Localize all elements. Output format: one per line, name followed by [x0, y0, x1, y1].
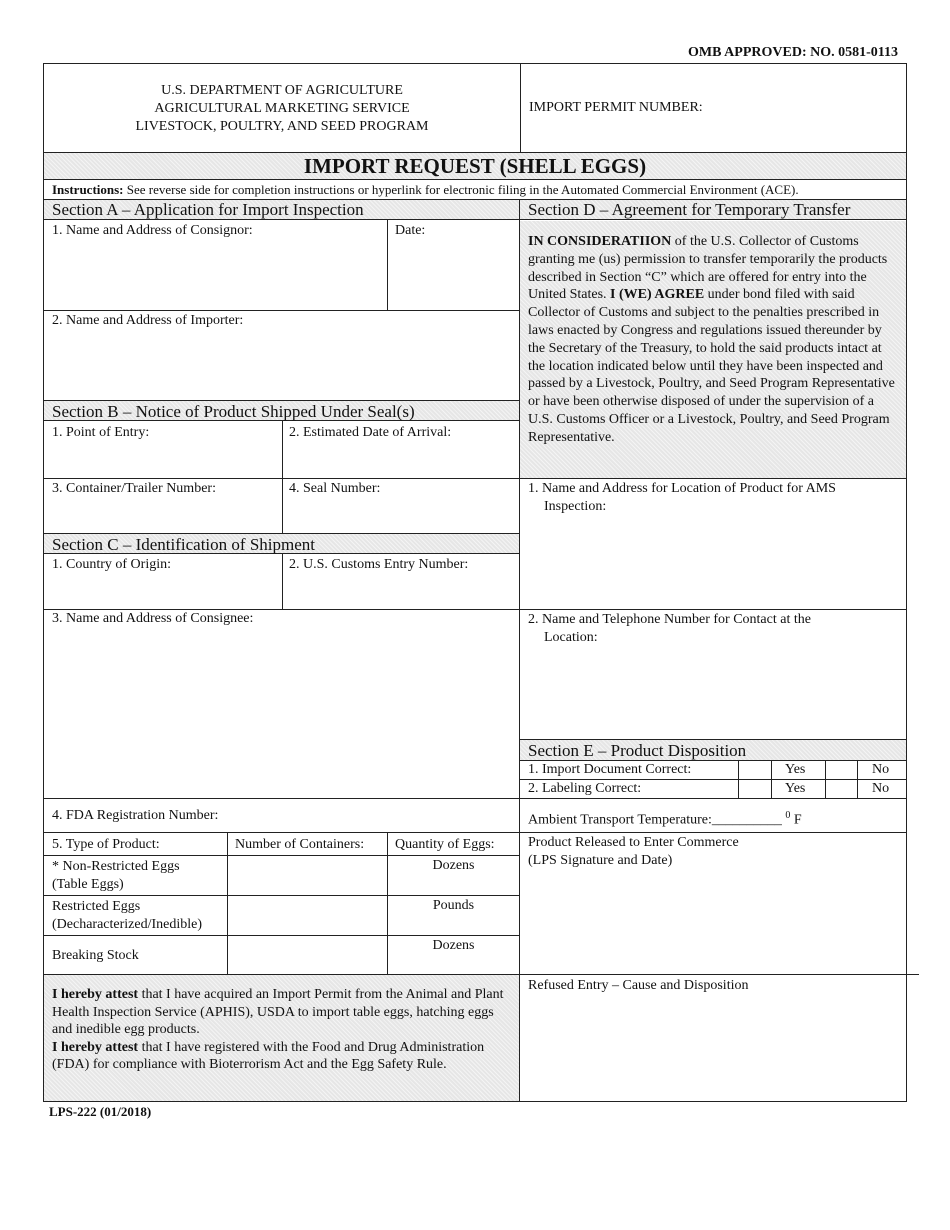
omb-approval-number: OMB APPROVED: NO. 0581-0113: [688, 45, 898, 60]
instructions-label: Instructions:: [52, 182, 124, 197]
consignor-label: 1. Name and Address of Consignor:: [52, 223, 253, 238]
consignor-field[interactable]: [44, 238, 387, 308]
contact-label-line-2: Location:: [544, 630, 598, 645]
released-label-line-1: Product Released to Enter Commerce: [528, 835, 739, 850]
date-field[interactable]: [388, 238, 518, 308]
location-label-line-1: 1. Name and Address for Location of Product for AMS: [528, 481, 836, 496]
contact-field[interactable]: [520, 648, 906, 738]
section-c-heading: Section C – Identification of Shipment: [44, 533, 519, 554]
product-name: Breaking Stock: [52, 948, 139, 963]
consignee-field[interactable]: [44, 630, 518, 796]
released-signature-field[interactable]: [520, 872, 906, 972]
labeling-yes-checkbox[interactable]: [739, 781, 770, 797]
form-number: LPS-222 (01/2018): [49, 1104, 152, 1119]
container-trailer-field[interactable]: [44, 498, 281, 531]
import-doc-yes-label: Yes: [785, 762, 806, 777]
non-restricted-unit: Dozens: [432, 858, 475, 873]
section-b-heading: Section B – Notice of Product Shipped Under Seal(s): [44, 400, 519, 421]
labeling-correct-label: 2. Labeling Correct:: [528, 781, 642, 796]
degree-symbol: 0: [785, 810, 791, 821]
instructions-text: See reverse side for completion instructions or hyperlink for electronic filing in the Automated Commercial Environment (ACE).: [126, 182, 799, 197]
labeling-yes-label: Yes: [785, 781, 806, 796]
agreement-part-1: of the U.S. Collector of Customs granting me (us) permission to transfer temporarily the products described in Section “C” which are offered for entry into the United States.: [528, 234, 888, 303]
temperature-unit: F: [793, 812, 802, 828]
agency-block: [44, 82, 520, 136]
location-field[interactable]: [520, 516, 906, 607]
agency-line-usda: U.S. DEPARTMENT OF AGRICULTURE: [161, 83, 403, 98]
product-subname: (Decharacterized/Inedible): [52, 917, 203, 932]
estimated-arrival-field[interactable]: [283, 442, 518, 476]
customs-entry-number-field[interactable]: [283, 574, 518, 607]
disposition-table: [520, 761, 906, 798]
seal-number-label: 4. Seal Number:: [289, 481, 381, 496]
date-label: Date:: [395, 223, 426, 238]
estimated-arrival-label: 2. Estimated Date of Arrival:: [289, 425, 452, 440]
form-title: IMPORT REQUEST (SHELL EGGS): [43, 152, 907, 180]
agreement-part-2: under bond filed with said Collector of Customs and subject to the penalties prescribed in laws enacted by Congress and regulations issued thereunder by the Secretary of the Treasury, to hold the said products intact at the location indicated below until they have been inspected and passed by a Livestock, Poultry, and Seed Program Representative or have been otherwise disposed of under the supervision of a U.S. Customs Officer or a Livestock, Poultry, and Seed Program Representative.: [528, 287, 895, 445]
agreement-lead: IN CONSIDERATIION: [528, 234, 672, 249]
product-row-non-restricted: [52, 858, 180, 894]
refused-entry-field[interactable]: [520, 996, 906, 1100]
agency-line-lps: LIVESTOCK, POULTRY, AND SEED PROGRAM: [135, 119, 429, 134]
product-name: * Non-Restricted Eggs: [52, 859, 180, 874]
refused-entry-label: Refused Entry – Cause and Disposition: [528, 978, 749, 993]
ambient-temperature-field[interactable]: [733, 805, 813, 825]
import-doc-yes-checkbox[interactable]: [739, 762, 770, 778]
customs-entry-number-label: 2. U.S. Customs Entry Number:: [289, 557, 469, 572]
country-of-origin-label: 1. Country of Origin:: [52, 557, 171, 572]
contact-label-line-1: 2. Name and Telephone Number for Contact at the: [528, 612, 811, 627]
released-label: [528, 834, 739, 870]
point-of-entry-field[interactable]: [44, 442, 281, 476]
section-d-heading: Section D – Agreement for Temporary Transfer: [520, 200, 906, 220]
ambient-temperature-label: Ambient Transport Temperature:__________: [528, 812, 782, 828]
import-doc-no-checkbox[interactable]: [826, 762, 856, 778]
attest-text-1: that I have acquired an Import Permit from the Animal and Plant Health Inspection Service (APHIS), USDA to import table eggs, hatching eggs and inedible egg products.: [52, 987, 504, 1038]
location-label-line-2: Inspection:: [544, 499, 607, 514]
agency-line-ams: AGRICULTURAL MARKETING SERVICE: [154, 101, 410, 116]
location-label: [528, 480, 836, 516]
fda-registration-label: 4. FDA Registration Number:: [52, 808, 219, 823]
attestation-block: [44, 975, 519, 1101]
import-document-correct-label: 1. Import Document Correct:: [528, 762, 692, 777]
header-box: [43, 63, 907, 153]
non-restricted-containers-field[interactable]: [228, 856, 386, 894]
importer-field[interactable]: [44, 330, 518, 398]
number-of-containers-header: Number of Containers:: [235, 837, 365, 852]
import-permit-number-label: IMPORT PERMIT NUMBER:: [529, 100, 703, 115]
product-row-breaking-stock: [52, 947, 139, 965]
fda-registration-field[interactable]: [290, 800, 518, 830]
product-row-restricted: [52, 898, 202, 934]
released-label-line-2: (LPS Signature and Date): [528, 853, 673, 868]
quantity-of-eggs-header: Quantity of Eggs:: [395, 837, 495, 852]
product-name: Restricted Eggs: [52, 899, 141, 914]
instructions-row: [43, 179, 907, 200]
seal-number-field[interactable]: [283, 498, 518, 531]
type-of-product-header: 5. Type of Product:: [52, 837, 160, 852]
agreement-text: [520, 221, 906, 478]
section-e-heading: Section E – Product Disposition: [520, 739, 906, 761]
consignee-label: 3. Name and Address of Consignee:: [52, 611, 254, 626]
attest-lead-1: I hereby attest: [52, 987, 139, 1002]
breaking-stock-unit: Dozens: [432, 938, 475, 953]
labeling-no-label: No: [872, 781, 890, 796]
agreement-bold-2: I (WE) AGREE: [610, 287, 705, 303]
point-of-entry-label: 1. Point of Entry:: [52, 425, 150, 440]
import-doc-no-label: No: [872, 762, 890, 777]
container-trailer-label: 3. Container/Trailer Number:: [52, 481, 216, 496]
breaking-stock-containers-field[interactable]: [228, 936, 386, 973]
restricted-unit: Pounds: [432, 898, 475, 913]
restricted-containers-field[interactable]: [228, 896, 386, 934]
labeling-no-checkbox[interactable]: [826, 781, 856, 797]
attest-lead-2: I hereby attest: [52, 1039, 139, 1055]
country-of-origin-field[interactable]: [44, 574, 281, 607]
importer-label: 2. Name and Address of Importer:: [52, 313, 244, 328]
attest-text-2: that I have registered with the Food and Drug Administration (FDA) for compliance with Bioterrorism Act and the Egg Safety Rule.: [52, 1039, 485, 1073]
product-subname: (Table Eggs): [52, 877, 124, 892]
section-a-heading: Section A – Application for Import Inspection: [44, 200, 519, 220]
contact-label: [528, 611, 811, 647]
